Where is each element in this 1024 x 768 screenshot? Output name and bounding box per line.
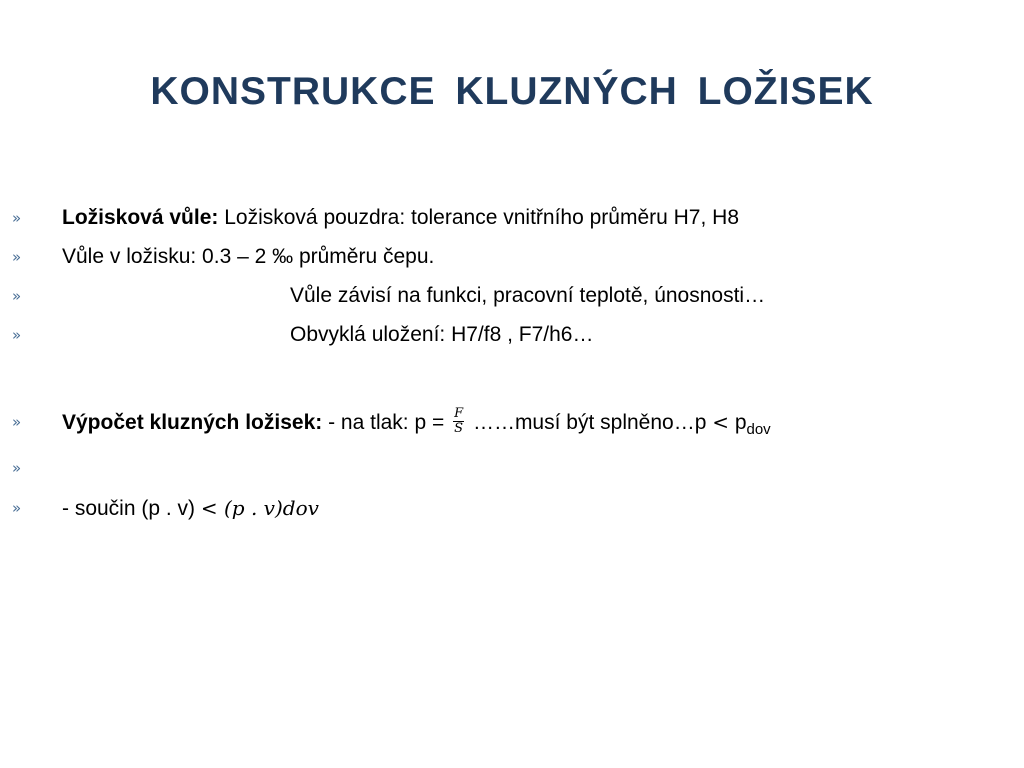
list-item [0,203,1024,233]
bullet-icon: » [12,459,22,477]
bullet-icon: » [12,209,22,227]
fraction-denominator: S [454,420,464,436]
list-item [0,320,1024,350]
list-item-text [62,493,319,524]
slide-title: KONSTRUKCE KLUZNÝCH LOŽISEK [150,70,874,113]
item-text: - součin (p . v) [62,497,201,520]
fraction-numerator: F [454,405,464,421]
list-item-text [62,203,739,233]
bold-label: Ložisková vůle: [62,206,219,229]
less-than-sign: < [712,410,729,434]
list-item [0,242,1024,272]
list-item-text [62,407,771,440]
bullet-icon: » [12,287,22,305]
item-text: ……musí být splněno…p [467,411,713,434]
list-item-empty [0,453,1024,483]
item-text: Vůle závisí na funkci, pracovní teplotě, únosnosti… [290,284,766,307]
math-expression: (p . v)dov [217,496,319,520]
list-item [0,281,1024,311]
item-text: p [728,411,747,434]
less-than-sign: < [200,496,218,520]
bold-label: Výpočet kluzných ložisek: [62,411,323,434]
item-text: Obvyklá uložení: H7/f8 , F7/h6… [290,323,594,346]
fraction [453,407,464,436]
subscript: dov [746,421,771,438]
item-text: Ložisková pouzdra: tolerance vnitřního průměru H7, H8 [218,206,739,229]
item-text: - na tlak: p = [322,411,451,434]
bullet-icon: » [12,413,22,431]
item-text: Vůle v ložisku: 0.3 – 2 ‰ průměru čepu. [62,245,435,268]
bullet-icon: » [12,326,22,344]
list-item [0,493,1024,523]
list-item [0,407,1024,437]
bullet-icon: » [12,499,22,517]
bullet-icon: » [12,248,22,266]
